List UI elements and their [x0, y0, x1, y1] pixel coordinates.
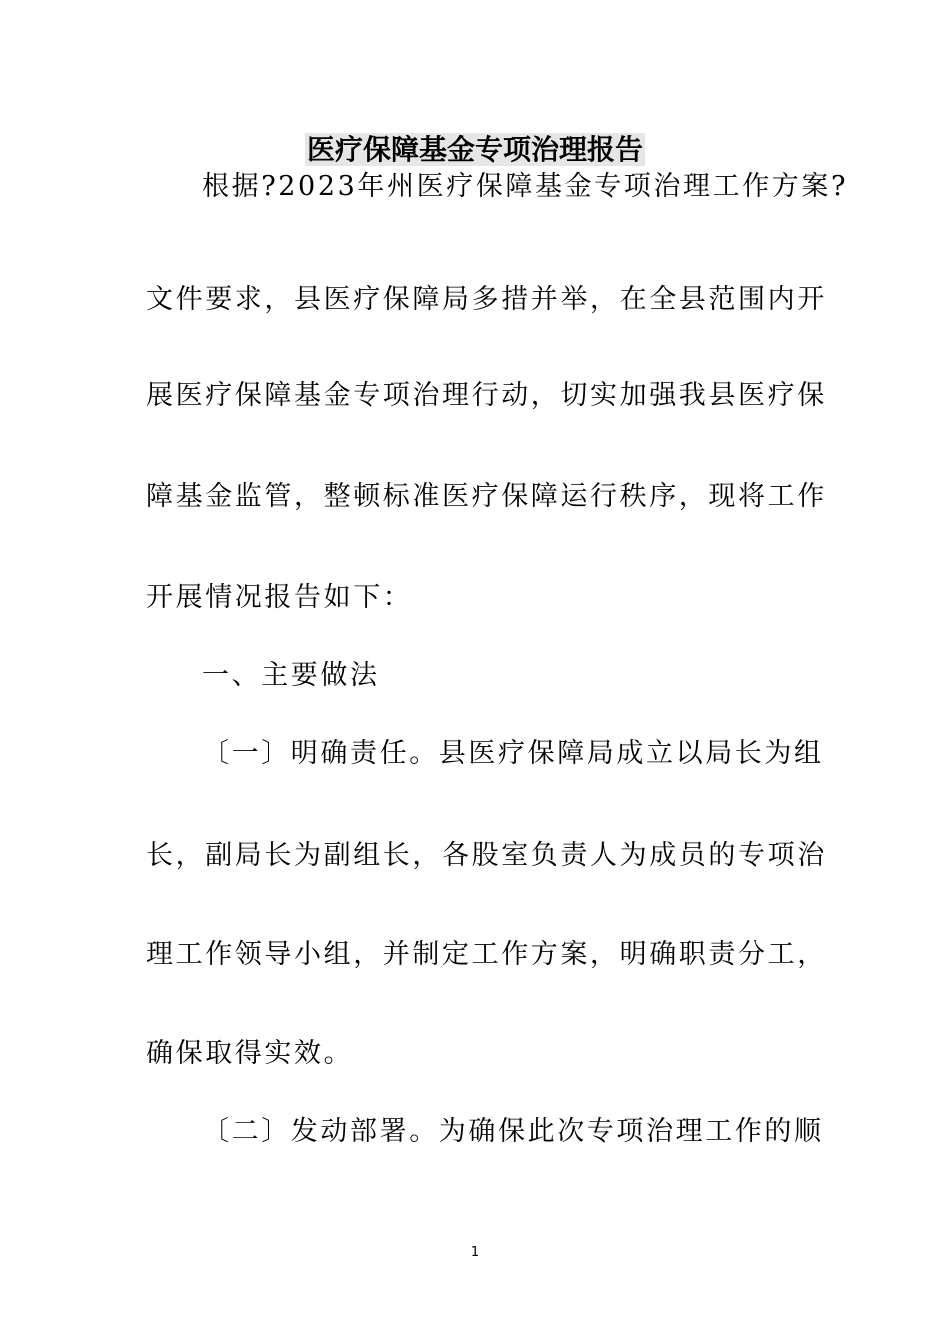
paragraph-line-2: 文件要求，县医疗保障局多措并举，在全县范围内开 [146, 284, 827, 315]
document-title [0, 128, 950, 172]
paragraph-line-1: 根据?2023年州医疗保障基金专项治理工作方案? [202, 171, 849, 202]
section-heading-1: 一、主要做法 [202, 660, 380, 691]
paragraph-line-7: 长，副局长为副组长，各股室负责人为成员的专项治 [146, 840, 827, 871]
paragraph-line-10: 〔二〕发动部署。为确保此次专项治理工作的顺 [202, 1116, 824, 1147]
paragraph-line-6: 〔一〕明确责任。县医疗保障局成立以局长为组 [202, 738, 824, 769]
paragraph-line-5: 开展情况报告如下： [146, 582, 413, 613]
paragraph-line-8: 理工作领导小组，并制定工作方案，明确职责分工， [146, 939, 827, 970]
document-title-text: 医疗保障基金专项治理报告 [306, 133, 643, 166]
paragraph-line-9: 确保取得实效。 [146, 1038, 354, 1069]
paragraph-line-3: 展医疗保障基金专项治理行动，切实加强我县医疗保 [146, 380, 827, 411]
paragraph-line-4: 障基金监管，整顿标准医疗保障运行秩序，现将工作 [146, 481, 827, 512]
page-number: 1 [470, 1245, 480, 1260]
